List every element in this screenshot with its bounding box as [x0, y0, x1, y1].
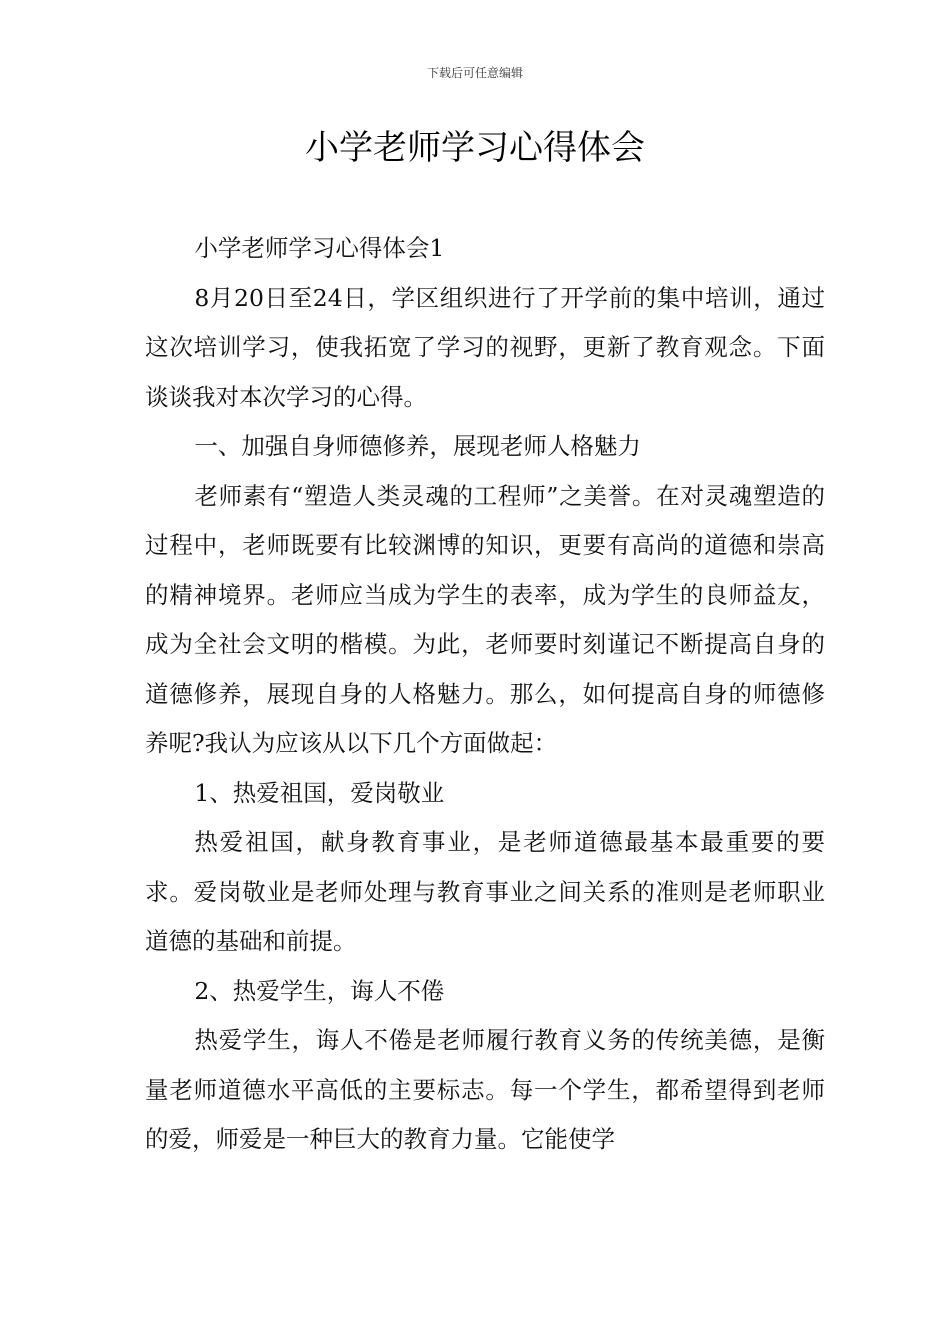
body-paragraph: 热爱祖国，献身教育事业，是老师道德最基本最重要的要求。爱岗敬业是老师处理与教育事业之间关系的准则是老师职业道德的基础和前提。 [145, 828, 825, 955]
header-note: 下载后可任意编辑 [426, 66, 523, 80]
body-paragraph: 热爱学生，诲人不倦是老师履行教育义务的传统美德，是衡量老师道德水平高低的主要标志。每一个学生，都希望得到老师的爱，师爱是一种巨大的教育力量。它能使学 [145, 1026, 825, 1153]
body-paragraph: 老师素有“塑造人类灵魂的工程师”之美誉。在对灵魂塑造的过程中，老师既要有比较渊博的知识，更要有高尚的道德和崇高的精神境界。老师应当成为学生的表率，成为学生的良师益友，成为全社会文明的楷模。为此，老师要时刻谨记不断提高自身的道德修养，展现自身的人格魅力。那么，如何提高自身的师德修养呢?我认为应该从以下几个方面做起： [145, 481, 825, 757]
intro-paragraph: 8月20日至24日，学区组织进行了开学前的集中培训，通过这次培训学习，使我拓宽了学习的视野，更新了教育观念。下面谈谈我对本次学习的心得。 [145, 283, 825, 411]
section-heading-1: 一、加强自身师德修养，展现老师人格魅力 [194, 432, 641, 460]
document-body [145, 224, 825, 1165]
document-title: 小学老师学习心得体会 [305, 128, 645, 168]
subsection-heading-2: 2、热爱学生，诲人不倦 [194, 976, 445, 1005]
subsection-heading-1: 1、热爱祖国，爱岗敬业 [194, 778, 445, 807]
subtitle-paragraph: 小学老师学习心得体会1 [194, 234, 445, 262]
